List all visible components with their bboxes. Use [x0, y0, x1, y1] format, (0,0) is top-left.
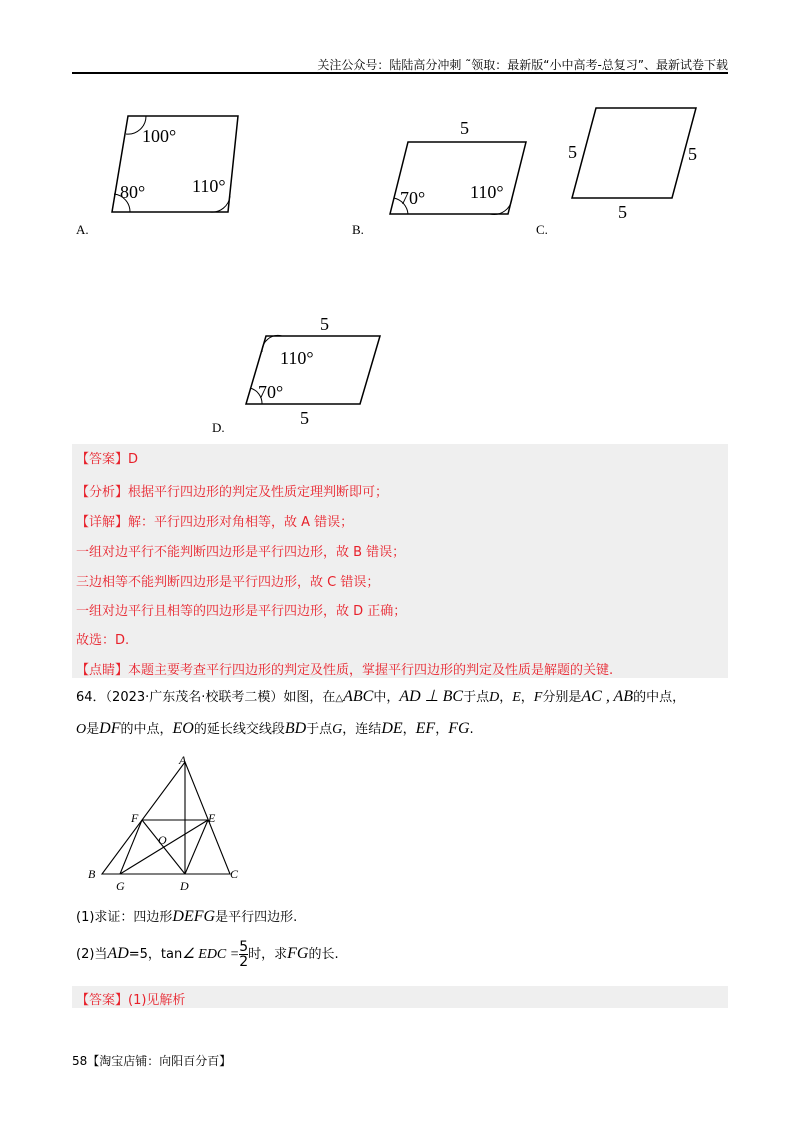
- question-text: 64．（2023·广东茂名·校联考二模）如图，在: [76, 690, 336, 705]
- question-text: 分别是: [542, 690, 582, 705]
- detail-line: 一组对边平行且相等的四边形是平行四边形，故 D 正确；: [76, 604, 407, 619]
- question-text: 的中点，: [120, 722, 173, 737]
- answer-line-2: 【答案】(1)见解析: [76, 993, 186, 1008]
- angle-label: 100°: [142, 126, 177, 146]
- option-c-label: C.: [536, 222, 548, 237]
- page-footer: 58【淘宝店铺：向阳百分百】: [72, 1054, 232, 1068]
- side-label: 5: [300, 408, 309, 428]
- question-text: =5，tan: [128, 947, 183, 962]
- header-rule: [72, 72, 728, 74]
- question-text: ，连结: [342, 722, 382, 737]
- question-text: △: [335, 693, 344, 704]
- question-text: 的中点，: [633, 690, 686, 705]
- math-text: AC , AB: [581, 688, 634, 705]
- math-text: AD: [107, 945, 129, 962]
- question-text: 的长.: [308, 947, 339, 962]
- question-text: .: [469, 722, 474, 737]
- vertex-label: G: [116, 879, 125, 892]
- option-a-label: A.: [76, 222, 89, 237]
- math-text: DE: [381, 720, 403, 737]
- vertex-label: D: [180, 879, 189, 892]
- option-a-figure: [108, 112, 248, 218]
- question-text: ，: [435, 722, 449, 737]
- option-d-label: D.: [212, 420, 225, 435]
- question-text: (2)当: [76, 947, 108, 962]
- question-text: 时，求: [248, 947, 288, 962]
- option-b-figure: [384, 114, 534, 218]
- question-text: 是平行四边形.: [215, 910, 298, 925]
- math-text: EF: [415, 720, 436, 737]
- detail-line: 三边相等不能判断四边形是平行四边形，故 C 错误；: [76, 575, 380, 590]
- question-text: 中，: [373, 690, 400, 705]
- math-text: ABC: [343, 688, 374, 705]
- option-d-figure: [236, 312, 386, 428]
- math-text: AD ⊥ BC: [399, 688, 464, 705]
- math-text: FG: [287, 945, 309, 962]
- fraction: [239, 940, 248, 969]
- question-line-1: [76, 686, 685, 706]
- math-text: EO: [172, 720, 194, 737]
- part-2: [76, 940, 339, 969]
- angle-label: 70°: [258, 382, 284, 402]
- math-text: DF: [99, 720, 121, 737]
- side-label: 5: [460, 118, 469, 138]
- question-text: ，: [520, 690, 534, 705]
- option-b-label: B.: [352, 222, 364, 237]
- answer-box: [72, 444, 728, 678]
- angle-label: 110°: [470, 182, 504, 202]
- question-line-2: [76, 718, 474, 738]
- math-text: F: [533, 690, 543, 705]
- vertex-label: C: [230, 867, 239, 881]
- vertex-label: A: [179, 753, 187, 767]
- question-text: ，: [499, 690, 513, 705]
- fraction-numerator: 5: [239, 939, 249, 955]
- math-text: BD: [284, 720, 307, 737]
- angle-label: 80°: [120, 182, 146, 202]
- vertex-label: B: [88, 867, 96, 881]
- math-text: O: [76, 722, 87, 737]
- angle-label: 110°: [280, 348, 314, 368]
- angle-label: 70°: [400, 188, 426, 208]
- question-text: ，: [402, 722, 416, 737]
- math-text: DEFG: [172, 908, 216, 925]
- side-label: 5: [568, 142, 577, 162]
- math-text: E: [512, 690, 521, 705]
- vertex-label: E: [208, 811, 216, 825]
- side-label: 5: [320, 314, 329, 334]
- analysis-line: 【分析】根据平行四边形的判定及性质定理判断即可；: [76, 485, 389, 500]
- math-text: G: [332, 722, 343, 737]
- answer-line: 【答案】D: [76, 452, 139, 467]
- detail-line: 【详解】解：平行四边形对角相等，故 A 错误；: [76, 515, 354, 530]
- comment-line: 【点睛】本题主要考查平行四边形的判定及性质，掌握平行四边形的判定及性质是解题的关键.: [76, 663, 614, 678]
- page-header: 关注公众号：陆陆高分冲刺 ˜领取：最新版“小中高考-总复习”、最新试卷下载: [317, 58, 728, 72]
- side-label: 5: [618, 202, 627, 222]
- math-text: D: [489, 690, 500, 705]
- question-text: 的延长线交线段: [193, 722, 285, 737]
- vertex-label: O: [158, 833, 167, 847]
- vertex-label: F: [131, 811, 139, 825]
- choice-line: 故选：D.: [76, 633, 130, 648]
- side-label: 5: [688, 144, 697, 164]
- fraction-denominator: 2: [239, 954, 249, 970]
- question-text: 于点: [306, 722, 333, 737]
- question-text: 是: [86, 722, 100, 737]
- detail-line: 一组对边平行不能判断四边形是平行四边形，故 B 错误；: [76, 545, 406, 560]
- triangle-figure: [84, 752, 244, 892]
- question-text: 于点: [463, 690, 490, 705]
- math-text: ∠ EDC =: [182, 947, 240, 962]
- question-text: (1)求证：四边形: [76, 910, 173, 925]
- option-c-figure: [560, 100, 710, 226]
- part-1: [76, 906, 297, 926]
- math-text: FG: [448, 720, 470, 737]
- angle-label: 110°: [192, 176, 226, 196]
